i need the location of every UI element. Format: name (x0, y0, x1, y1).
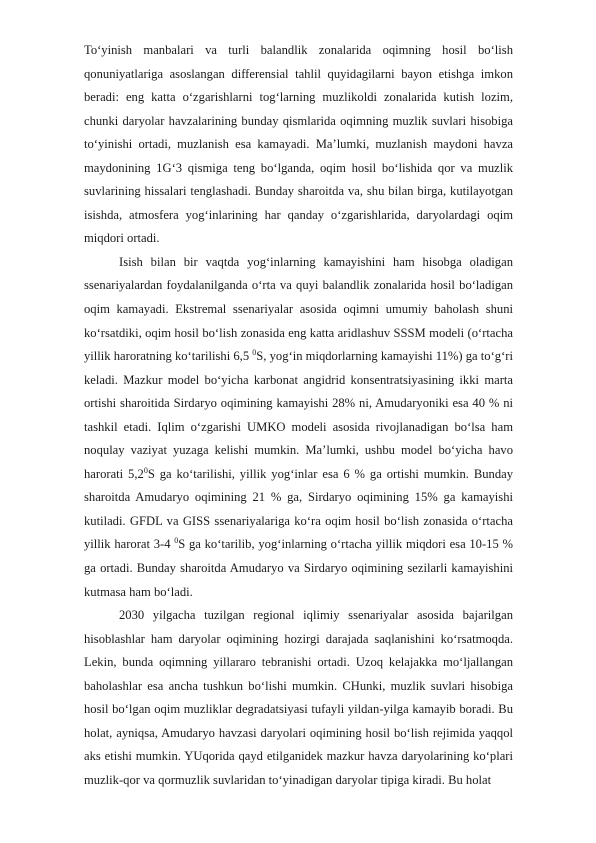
text-run: S ga ko‘tarilishi, yillik yog‘inlar esa 6 % ga ortishi mumkin. Bunday sharoitda Amudaryo oqimining 21 % ga, Sirdaryo oqimining 15% ga kamayishi kutiladi. GFDL va GISS ssenariyalariga ko‘ra oqim hosil bo‘lish zonasida o‘rtacha yillik harorat 3-4 (84, 466, 513, 552)
text-run: S, yog‘in miqdorlarning kamayishi 11%) ga to‘g‘ri keladi. Mazkur model bo‘yicha karbonat angidrid konsentratsiyasining ikki marta ortishi sharoitida Sirdaryo oqimining kamayishi 28% ni, Amudaryoniki esa 40 % ni tashkil etadi. Iqlim o‘zgarishi UMKO modeli asosida rivojlanadigan bo‘lsa ham noqulay vaziyat yuzaga kelishi mumkin. Ma’lumki, ushbu model bo‘yicha havo harorati 5,2 (84, 349, 513, 481)
degree-superscript: 0 (143, 465, 148, 475)
text-run: S ga ko‘tarilib, yog‘inlarning o‘rtacha yillik miqdori esa 10-15 % ga ortadi. Bunday sharoitda Amudaryo va Sirdaryo oqimining sezilarli kamayishini kutmasa ham bo‘ladi. (84, 537, 513, 599)
document-page (84, 39, 513, 793)
paragraph-1 (84, 39, 513, 251)
paragraph-2 (84, 251, 513, 604)
degree-superscript: 0 (252, 347, 257, 357)
text-run: To‘yinish manbalari va turli balandlik zonalarida oqimning hosil bo‘lish qonuniyatlariga asoslangan differensial tahlil quyidagilarni bayon etishga imkon beradi: eng katta o‘zgarishlarni tog‘larning muzlikoldi zonalarida kutish lozim, chunki daryolar havzalarining bunday qismlarida oqimning muzlik suvlari hisobiga to‘yinishi ortadi, muzlanish esa kamayadi. Ma’lumki, muzlanish maydoni havza maydonining 1G‘3 qismiga teng bo‘lganda, oqim hosil bo‘lishida qor va muzlik suvlarining hissalari tenglashadi. Bunday sharoitda va, shu bilan birga, kutilayotgan isishda, atmosfera yog‘inlarining har qanday o‘zgarishlarida, daryolardagi oqim miqdori ortadi. (84, 43, 513, 246)
paragraph-3 (84, 604, 513, 792)
text-run: Isish bilan bir vaqtda yog‘inlarning kamayishini ham hisobga oladigan ssenariyalardan foydalanilganda o‘rta va quyi balandlik zonalarida hosil bo‘ladigan oqim kamayadi. Ekstremal ssenariyalar asosida oqimni umumiy baholash shuni ko‘rsatdiki, oqim hosil bo‘lish zonasida eng katta aridlashuv SSSM modeli (o‘rtacha yillik haroratning ko‘tarilishi 6,5 (84, 254, 513, 364)
degree-superscript: 0 (174, 536, 179, 546)
text-run: 2030 yilgacha tuzilgan regional iqlimiy ssenariyalar asosida bajarilgan hisoblashlar ham daryolar oqimining hozirgi darajada saqlanishini ko‘rsatmoqda. Lekin, bunda oqimning yillararo tebranishi ortadi. Uzoq kelajakka mo‘ljallangan baholashlar esa ancha tushkun bo‘lishi mumkin. CHunki, muzlik suvlari hisobiga hosil bo‘lgan oqim muzliklar degradatsiyasi tufayli yildan-yilga kamayib boradi. Bu holat, ayniqsa, Amudaryo havzasi daryolari oqimining hosil bo‘lish rejimida yaqqol aks etishi mumkin. YUqorida qayd etilganidek mazkur havza daryolarining ko‘plari muzlik-qor va qormuzlik suvlaridan to‘yinadigan daryolar tipiga kiradi. Bu holat (84, 608, 513, 787)
